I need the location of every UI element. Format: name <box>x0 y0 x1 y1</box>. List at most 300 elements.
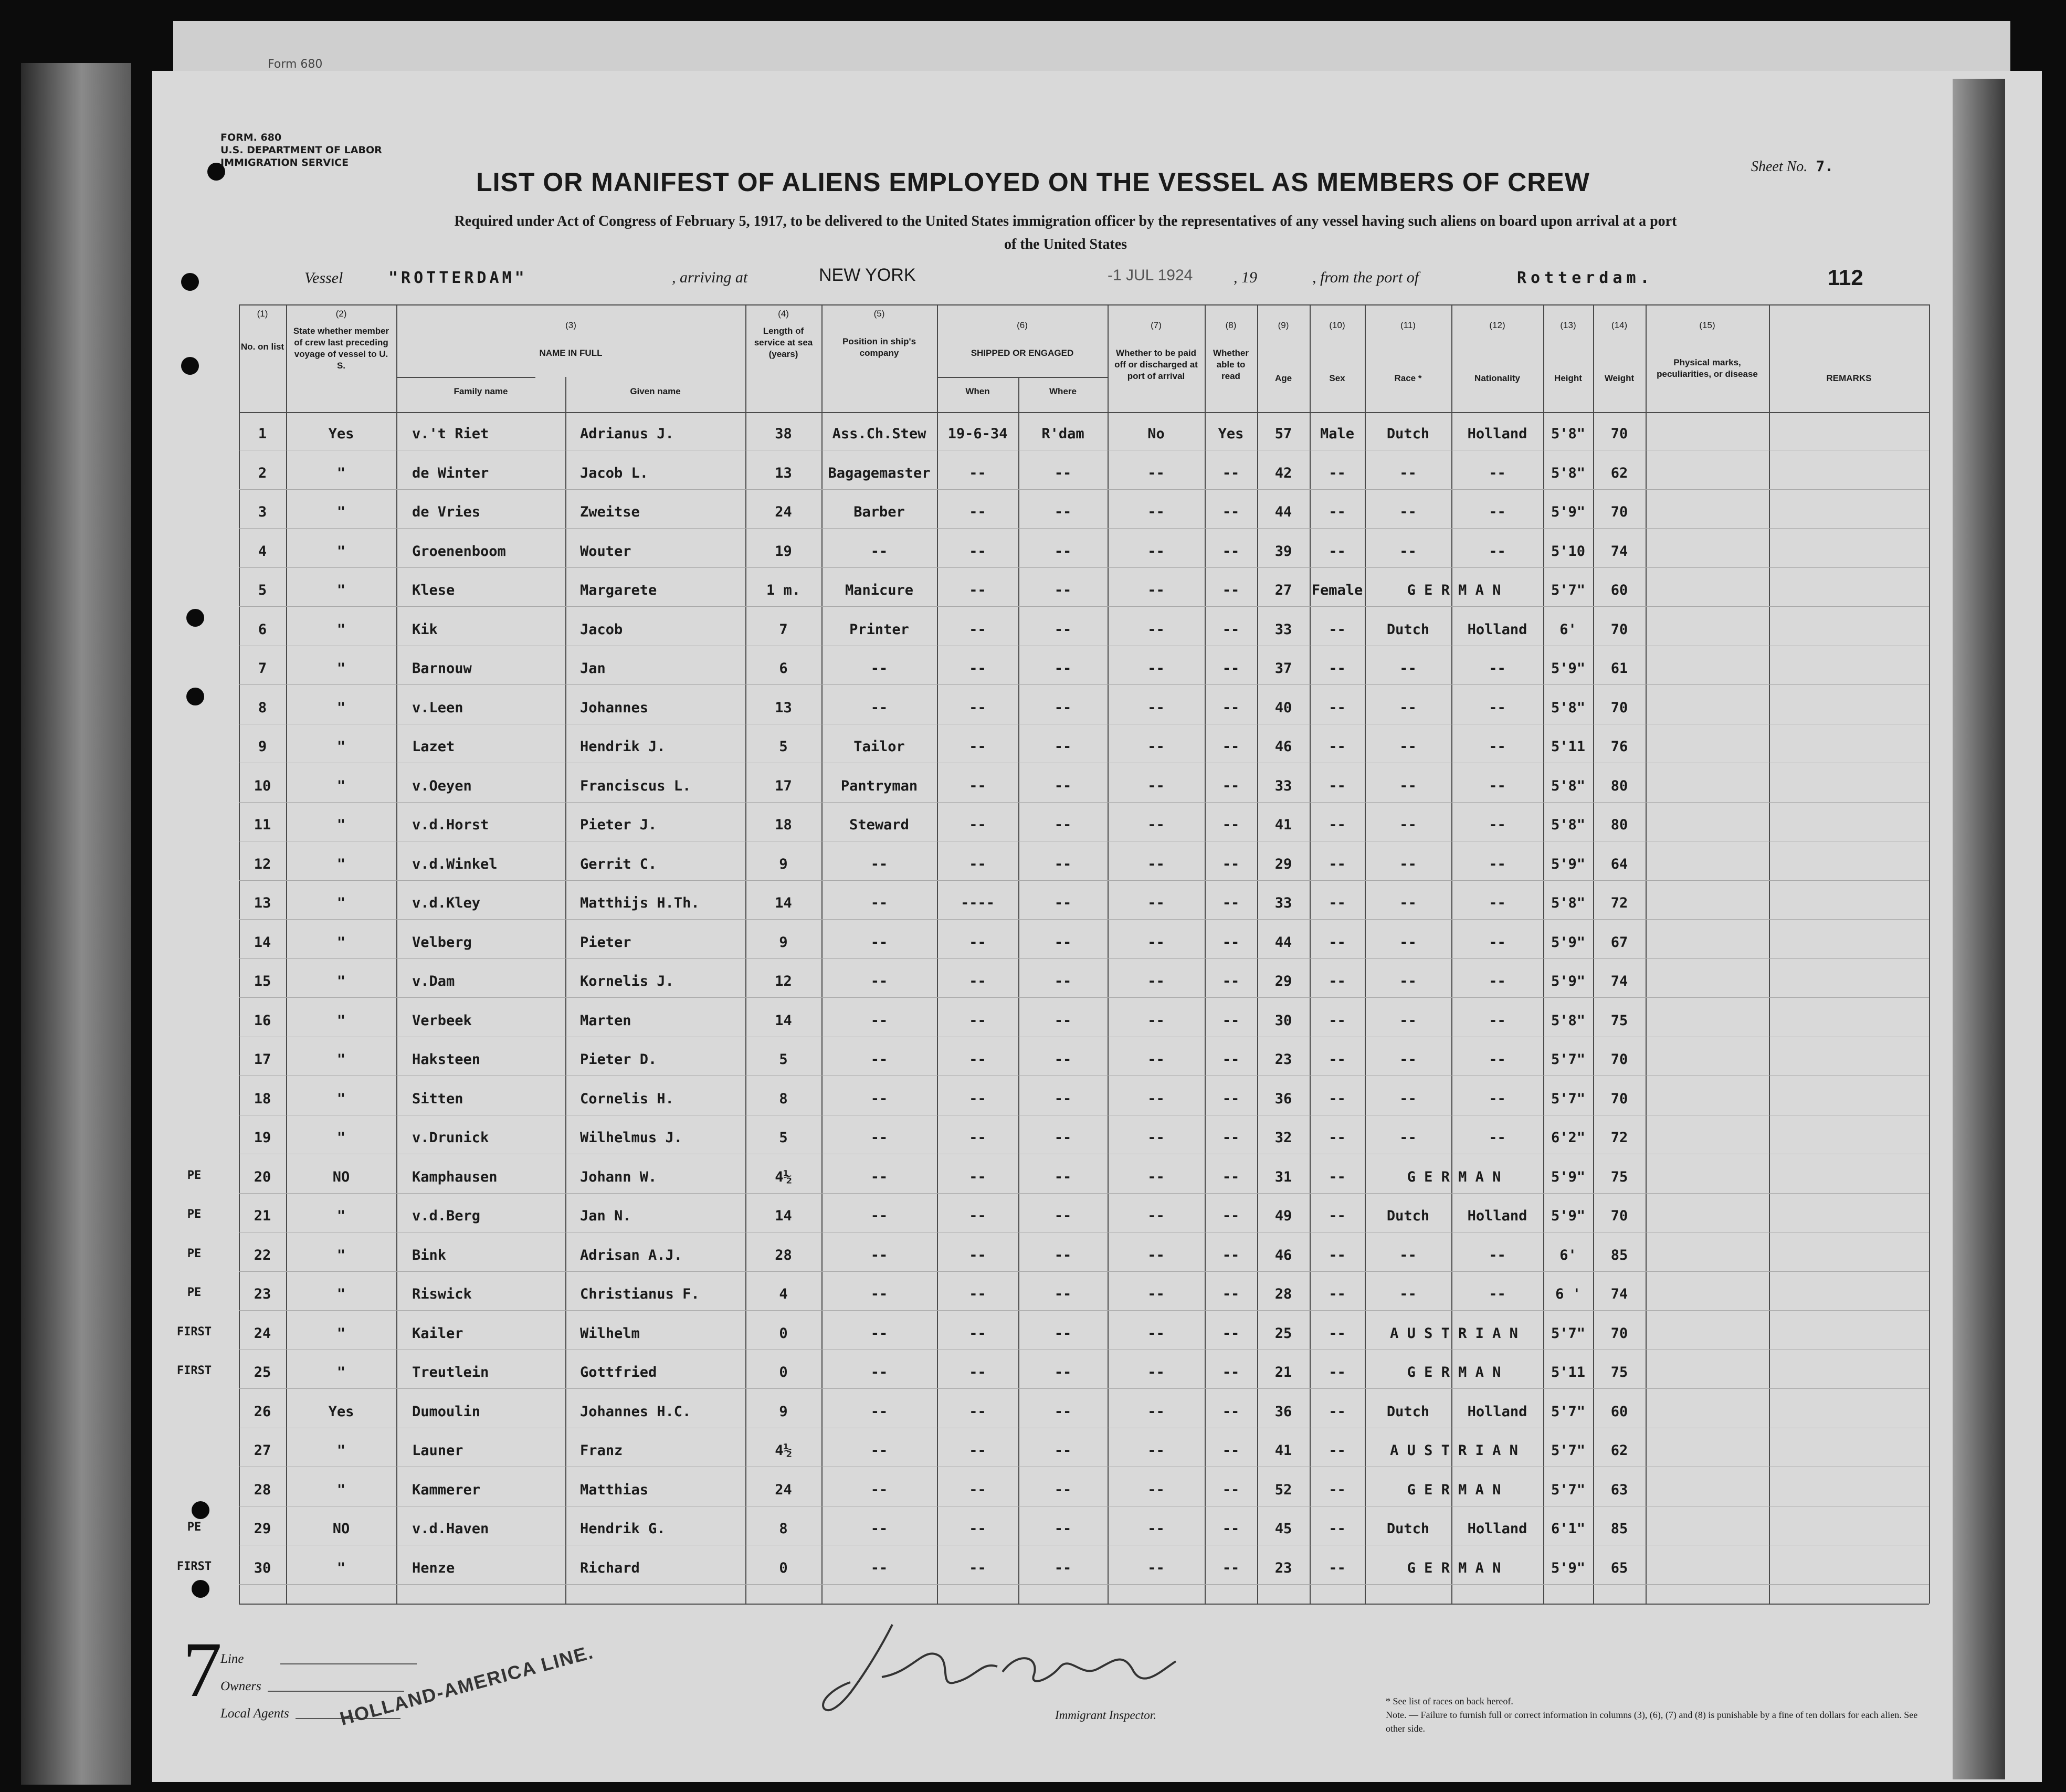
year-label: , 19 <box>1234 269 1257 286</box>
cell-position: Steward <box>849 817 909 833</box>
cell-age: 29 <box>1274 856 1292 872</box>
cell-height: 5'9" <box>1551 504 1586 520</box>
cell-nationality: -- <box>1489 895 1506 911</box>
cell-shipped-when: -- <box>969 1286 986 1302</box>
cell-margin-class: PE <box>187 1208 202 1221</box>
cell-paid-off: -- <box>1147 1208 1165 1224</box>
cell-shipped-where: -- <box>1054 739 1072 755</box>
document-title: LIST OR MANIFEST OF ALIENS EMPLOYED ON THE VESSEL AS MEMBERS OF CREW <box>476 167 1590 197</box>
cell-shipped-when: 19-6-34 <box>947 426 1008 442</box>
cell-height: 6'1" <box>1551 1521 1586 1537</box>
vessel-name: "ROTTERDAM" <box>388 269 528 287</box>
cell-family-name: Lazet <box>412 739 455 755</box>
cell-family-name: v.Leen <box>412 699 463 716</box>
cell-nationality: -- <box>1489 739 1506 755</box>
cell-given-name: Kornelis J. <box>580 973 674 989</box>
table-row <box>239 462 1929 493</box>
cell-position: Manicure <box>845 582 914 598</box>
table-row <box>239 892 1929 923</box>
cell-prior-voyage: " <box>336 739 346 755</box>
cell-nationality: -- <box>1489 934 1506 951</box>
cell-sex: -- <box>1329 934 1346 951</box>
table-row <box>187 1517 1929 1549</box>
cell-family-name: de Vries <box>412 504 481 520</box>
cell-height: 6 ' <box>1555 1286 1581 1302</box>
cell-sex: -- <box>1329 621 1346 638</box>
cell-height: 6'2" <box>1551 1130 1586 1146</box>
cell-shipped-when: -- <box>969 1442 986 1459</box>
cell-family-name: Kamphausen <box>412 1168 498 1185</box>
cell-number: 2 <box>258 465 267 481</box>
cell-shipped-when: -- <box>969 1168 986 1185</box>
cell-given-name: Johann W. <box>580 1168 657 1185</box>
cell-sex: -- <box>1329 1521 1346 1537</box>
cell-service-length: 5 <box>779 739 788 755</box>
table-border-bottom <box>239 1604 1929 1605</box>
cell-able-to-read: -- <box>1222 1090 1240 1107</box>
cell-given-name: Pieter D. <box>580 1051 657 1068</box>
cell-given-name: Pieter <box>580 934 631 951</box>
crew-manifest-table <box>176 304 1929 1604</box>
cell-margin-class: FIRST <box>176 1325 212 1338</box>
cell-age: 23 <box>1274 1051 1292 1068</box>
cell-sex: -- <box>1329 739 1346 755</box>
punch-hole <box>181 357 199 375</box>
cell-sex: -- <box>1329 1208 1346 1224</box>
cell-service-length: 14 <box>775 1012 792 1029</box>
arrival-port: NEW YORK <box>819 265 916 285</box>
line-label: Line <box>220 1652 244 1666</box>
cell-number: 23 <box>254 1286 271 1302</box>
cell-number: 28 <box>254 1481 271 1498</box>
cell-shipped-where: -- <box>1054 817 1072 833</box>
cell-shipped-where: -- <box>1054 1168 1072 1185</box>
cell-age: 33 <box>1274 777 1292 794</box>
cell-race: -- <box>1399 934 1417 951</box>
cell-given-name: Cornelis H. <box>580 1090 674 1107</box>
cell-race: Dutch <box>1386 426 1430 442</box>
cell-given-name: Adrisan A.J. <box>580 1247 683 1263</box>
cell-position: -- <box>870 1559 888 1576</box>
cell-able-to-read: -- <box>1222 1168 1240 1185</box>
col-header-nationality: Nationality <box>1474 373 1520 383</box>
cell-nationality: -- <box>1489 660 1506 677</box>
cell-age: 44 <box>1274 934 1292 951</box>
cell-nationality: -- <box>1489 1051 1506 1068</box>
cell-shipped-when: -- <box>969 1051 986 1068</box>
cell-paid-off: -- <box>1147 1012 1165 1029</box>
cell-height: 5'8" <box>1551 1012 1586 1029</box>
col-header-service: Length of service at sea (years) <box>754 326 813 359</box>
cell-shipped-when: -- <box>969 973 986 989</box>
cell-service-length: 6 <box>779 660 788 677</box>
col-header-where: Where <box>1049 386 1077 396</box>
cell-position: Bagagemaster <box>828 465 931 481</box>
cell-prior-voyage: " <box>336 817 346 833</box>
cell-given-name: Pieter J. <box>580 817 657 833</box>
cell-race: G E R M A N <box>1407 1364 1501 1380</box>
cell-number: 16 <box>254 1012 271 1029</box>
cell-service-length: 9 <box>779 934 788 951</box>
cell-position: Pantryman <box>840 777 918 794</box>
cell-position: -- <box>870 1325 888 1342</box>
cell-weight: 75 <box>1610 1364 1628 1380</box>
cell-age: 39 <box>1274 543 1292 560</box>
table-row <box>187 1166 1929 1197</box>
department-name: U.S. DEPARTMENT OF LABOR <box>220 144 382 156</box>
sheet-value: 7. <box>1816 157 1834 175</box>
cell-shipped-when: -- <box>969 1325 986 1342</box>
cell-family-name: v.Dam <box>412 973 455 989</box>
cell-shipped-when: -- <box>969 1403 986 1420</box>
cell-position: -- <box>870 1403 888 1420</box>
cell-prior-voyage: " <box>336 1208 346 1224</box>
cell-shipped-where: -- <box>1054 621 1072 638</box>
cell-shipped-where: -- <box>1054 1247 1072 1263</box>
cell-race: -- <box>1399 465 1417 481</box>
cell-shipped-where: -- <box>1054 660 1072 677</box>
cell-height: 5'7" <box>1551 1051 1586 1068</box>
cell-given-name: Johannes <box>580 699 649 716</box>
cell-family-name: Kik <box>412 621 438 638</box>
col-header-weight: Weight <box>1604 373 1635 383</box>
cell-margin-class: FIRST <box>176 1364 212 1377</box>
cell-prior-voyage: " <box>336 934 346 951</box>
col-header-sex: Sex <box>1329 373 1345 383</box>
table-row <box>239 775 1929 806</box>
table-border-top <box>239 304 1929 305</box>
table-row <box>239 1088 1929 1119</box>
cell-height: 5'10 <box>1551 543 1586 560</box>
cell-sex: -- <box>1329 777 1346 794</box>
cell-position: -- <box>870 1051 888 1068</box>
cell-given-name: Jacob <box>580 621 623 638</box>
col-number-8: (8) <box>1225 320 1237 330</box>
footnotes <box>1386 1694 1932 1735</box>
cell-service-length: 7 <box>779 621 788 638</box>
cell-shipped-where: -- <box>1054 1403 1072 1420</box>
cell-shipped-where: -- <box>1054 856 1072 872</box>
cell-age: 49 <box>1274 1208 1292 1224</box>
cell-sex: -- <box>1329 1051 1346 1068</box>
table-row <box>176 1557 1929 1588</box>
owners-label: Owners <box>220 1679 261 1693</box>
cell-prior-voyage: " <box>336 504 346 520</box>
cell-weight: 75 <box>1610 1168 1628 1185</box>
cell-age: 40 <box>1274 699 1292 716</box>
cell-prior-voyage: NO <box>332 1521 350 1537</box>
cell-age: 36 <box>1274 1090 1292 1107</box>
col-number-11: (11) <box>1400 320 1416 330</box>
cell-able-to-read: -- <box>1222 934 1240 951</box>
col-header-height: Height <box>1554 373 1582 383</box>
cell-able-to-read: -- <box>1222 1364 1240 1380</box>
cell-paid-off: -- <box>1147 699 1165 716</box>
cell-service-length: 19 <box>775 543 792 560</box>
col-number-5: (5) <box>873 309 885 319</box>
cell-given-name: Jan N. <box>580 1208 631 1224</box>
col-border <box>1929 304 1930 1604</box>
cell-given-name: Gottfried <box>580 1364 657 1380</box>
cell-shipped-where: -- <box>1054 1051 1072 1068</box>
cell-age: 29 <box>1274 973 1292 989</box>
cell-given-name: Adrianus J. <box>580 426 674 442</box>
cell-number: 1 <box>258 426 267 442</box>
cell-sex: -- <box>1329 1286 1346 1302</box>
cell-given-name: Wilhelmus J. <box>580 1130 683 1146</box>
cell-shipped-where: -- <box>1054 1481 1072 1498</box>
cell-race: G E R M A N <box>1407 1481 1501 1498</box>
cell-age: 27 <box>1274 582 1292 598</box>
cell-able-to-read: -- <box>1222 1481 1240 1498</box>
cell-sex: -- <box>1329 1481 1346 1498</box>
cell-number: 3 <box>258 504 267 520</box>
cell-able-to-read: -- <box>1222 504 1240 520</box>
cell-prior-voyage: " <box>336 1559 346 1576</box>
cell-given-name: Gerrit C. <box>580 856 657 872</box>
cell-paid-off: -- <box>1147 465 1165 481</box>
cell-service-length: 14 <box>775 1208 792 1224</box>
cell-service-length: 13 <box>775 465 792 481</box>
cell-weight: 65 <box>1610 1559 1628 1576</box>
col-header-when: When <box>965 386 990 396</box>
cell-height: 5'8" <box>1551 699 1586 716</box>
col-number-4: (4) <box>778 309 789 319</box>
cell-able-to-read: -- <box>1222 1208 1240 1224</box>
cell-age: 46 <box>1274 739 1292 755</box>
cell-paid-off: -- <box>1147 973 1165 989</box>
cell-shipped-when: -- <box>969 504 986 520</box>
table-row <box>176 1322 1929 1354</box>
cell-shipped-when: -- <box>969 1559 986 1576</box>
cell-service-length: 13 <box>775 699 792 716</box>
table-row <box>239 1439 1929 1471</box>
cell-height: 6' <box>1559 621 1577 638</box>
cell-sex: -- <box>1329 543 1346 560</box>
cell-race: G E R M A N <box>1407 1168 1501 1185</box>
name-subheader-divider <box>396 377 535 378</box>
cell-age: 32 <box>1274 1130 1292 1146</box>
cell-weight: 75 <box>1610 1012 1628 1029</box>
cell-paid-off: -- <box>1147 660 1165 677</box>
cell-height: 5'7" <box>1551 1325 1586 1342</box>
cell-shipped-when: -- <box>969 1521 986 1537</box>
cell-age: 41 <box>1274 817 1292 833</box>
cell-able-to-read: -- <box>1222 817 1240 833</box>
cell-service-length: 1 m. <box>766 582 801 598</box>
cell-nationality: -- <box>1489 699 1506 716</box>
cell-shipped-where: -- <box>1054 1325 1072 1342</box>
sheet-number <box>1751 157 1833 175</box>
cell-height: 5'8" <box>1551 895 1586 911</box>
table-row <box>239 970 1929 1002</box>
cell-family-name: v.d.Haven <box>412 1521 489 1537</box>
local-agents-label: Local Agents <box>220 1706 289 1721</box>
cell-race: -- <box>1399 543 1417 560</box>
cell-age: 37 <box>1274 660 1292 677</box>
cell-race: A U S T R I A N <box>1390 1442 1518 1459</box>
cell-weight: 74 <box>1610 1286 1628 1302</box>
cell-height: 5'9" <box>1551 856 1586 872</box>
cell-shipped-when: -- <box>969 1364 986 1380</box>
cell-able-to-read: Yes <box>1218 426 1244 442</box>
cell-able-to-read: -- <box>1222 465 1240 481</box>
cell-shipped-when: -- <box>969 1090 986 1107</box>
cell-able-to-read: -- <box>1222 895 1240 911</box>
table-row <box>187 1205 1929 1236</box>
cell-given-name: Franz <box>580 1442 623 1459</box>
cell-able-to-read: -- <box>1222 1286 1240 1302</box>
cell-race: -- <box>1399 739 1417 755</box>
cell-able-to-read: -- <box>1222 1247 1240 1263</box>
cell-able-to-read: -- <box>1222 856 1240 872</box>
cell-given-name: Johannes H.C. <box>580 1403 691 1420</box>
col-header-position: Position in ship's company <box>842 336 916 358</box>
cell-family-name: v.Drunick <box>412 1130 489 1146</box>
cell-service-length: 0 <box>779 1559 788 1576</box>
col-header-family-name: Family name <box>454 386 508 396</box>
table-row <box>239 1126 1929 1158</box>
cell-number: 6 <box>258 621 267 638</box>
cell-paid-off: -- <box>1147 856 1165 872</box>
cell-position: -- <box>870 1168 888 1185</box>
cell-paid-off: -- <box>1147 817 1165 833</box>
cell-family-name: v.d.Winkel <box>412 856 498 872</box>
cell-nationality: -- <box>1489 1130 1506 1146</box>
cell-given-name: Hendrik G. <box>580 1521 666 1537</box>
cell-service-length: 38 <box>775 426 792 442</box>
cell-paid-off: -- <box>1147 739 1165 755</box>
cell-number: 9 <box>258 739 267 755</box>
shipping-line-stamp: HOLLAND-AMERICA LINE. <box>338 1641 596 1730</box>
cell-age: 44 <box>1274 504 1292 520</box>
col-number-6: (6) <box>1017 320 1028 330</box>
cell-given-name: Richard <box>580 1559 640 1576</box>
cell-nationality: -- <box>1489 504 1506 520</box>
cell-service-length: 9 <box>779 856 788 872</box>
cell-able-to-read: -- <box>1222 777 1240 794</box>
cell-paid-off: -- <box>1147 895 1165 911</box>
cell-number: 30 <box>254 1559 271 1576</box>
cell-shipped-where: -- <box>1054 1559 1072 1576</box>
cell-position: -- <box>870 1130 888 1146</box>
cell-nationality: Holland <box>1467 426 1527 442</box>
cell-prior-voyage: " <box>336 1130 346 1146</box>
cell-prior-voyage: " <box>336 1364 346 1380</box>
cell-shipped-when: -- <box>969 817 986 833</box>
cell-shipped-where: -- <box>1054 1364 1072 1380</box>
page-number-stamp: 112 <box>1828 265 1863 290</box>
cell-sex: -- <box>1329 465 1346 481</box>
cell-family-name: Treutlein <box>412 1364 489 1380</box>
table-row <box>239 1479 1929 1510</box>
col-header-remarks: REMARKS <box>1826 373 1872 383</box>
cell-number: 15 <box>254 973 271 989</box>
col-header-name: NAME IN FULL <box>539 348 603 358</box>
col-number-14: (14) <box>1611 320 1628 330</box>
cell-margin-class: PE <box>187 1286 202 1299</box>
cell-shipped-when: -- <box>969 739 986 755</box>
col-number-3: (3) <box>565 320 576 330</box>
departure-port: Rotterdam. <box>1517 269 1654 287</box>
cell-weight: 80 <box>1610 817 1628 833</box>
race-note: * See list of races on back hereof. <box>1386 1696 1513 1706</box>
cell-paid-off: -- <box>1147 934 1165 951</box>
cell-height: 5'11 <box>1551 1364 1586 1380</box>
cell-able-to-read: -- <box>1222 1403 1240 1420</box>
cell-nationality: -- <box>1489 777 1506 794</box>
cell-paid-off: -- <box>1147 1559 1165 1576</box>
cell-family-name: Klese <box>412 582 455 598</box>
cell-paid-off: -- <box>1147 1090 1165 1107</box>
cell-able-to-read: -- <box>1222 1130 1240 1146</box>
header-divider <box>239 412 1929 413</box>
cell-paid-off: -- <box>1147 1286 1165 1302</box>
cell-sex: -- <box>1329 1130 1346 1146</box>
cell-nationality: -- <box>1489 1090 1506 1107</box>
cell-shipped-where: -- <box>1054 1012 1072 1029</box>
col-header-race: Race * <box>1394 373 1422 383</box>
cell-margin-class: PE <box>187 1168 202 1182</box>
cell-shipped-when: -- <box>969 543 986 560</box>
cell-age: 28 <box>1274 1286 1292 1302</box>
cell-service-length: 0 <box>779 1325 788 1342</box>
col-number-10: (10) <box>1329 320 1345 330</box>
cell-race: -- <box>1399 973 1417 989</box>
cell-position: Tailor <box>853 739 905 755</box>
cell-service-length: 5 <box>779 1130 788 1146</box>
subtitle-line-2: of the United States <box>1004 236 1127 252</box>
cell-service-length: 8 <box>779 1090 788 1107</box>
cell-sex: -- <box>1329 504 1346 520</box>
cell-shipped-when: -- <box>969 621 986 638</box>
cell-prior-voyage: " <box>336 1090 346 1107</box>
cell-age: 41 <box>1274 1442 1292 1459</box>
cell-given-name: Jacob L. <box>580 465 649 481</box>
col-number-1: (1) <box>257 309 268 319</box>
col-header-given-name: Given name <box>630 386 681 396</box>
cell-prior-voyage: " <box>336 1325 346 1342</box>
cell-nationality: Holland <box>1467 1403 1527 1420</box>
cell-weight: 85 <box>1610 1247 1628 1263</box>
service-name: IMMIGRATION SERVICE <box>220 157 349 168</box>
cell-prior-voyage: NO <box>332 1168 350 1185</box>
cell-sex: -- <box>1329 1325 1346 1342</box>
cell-number: 11 <box>254 817 271 833</box>
cell-position: Barber <box>853 504 905 520</box>
cell-sex: -- <box>1329 856 1346 872</box>
cell-shipped-when: -- <box>969 582 986 598</box>
cell-family-name: Sitten <box>412 1090 463 1107</box>
cell-position: -- <box>870 856 888 872</box>
table-row <box>239 1009 1929 1041</box>
arriving-label: , arriving at <box>672 269 748 286</box>
col-number-13: (13) <box>1560 320 1576 330</box>
form-identifier <box>220 131 382 169</box>
cell-prior-voyage: " <box>336 1286 346 1302</box>
cell-race: -- <box>1399 777 1417 794</box>
cell-number: 21 <box>254 1208 271 1224</box>
col-header-read: Whether able to read <box>1213 348 1249 381</box>
cell-height: 6' <box>1559 1247 1577 1263</box>
cell-height: 5'8" <box>1551 817 1586 833</box>
table-row <box>239 540 1929 572</box>
cell-shipped-when: -- <box>969 777 986 794</box>
underlying-form-label: Form 680 <box>268 58 323 71</box>
cell-shipped-where: -- <box>1054 1208 1072 1224</box>
cell-sex: Female <box>1311 582 1363 598</box>
cell-shipped-where: -- <box>1054 699 1072 716</box>
